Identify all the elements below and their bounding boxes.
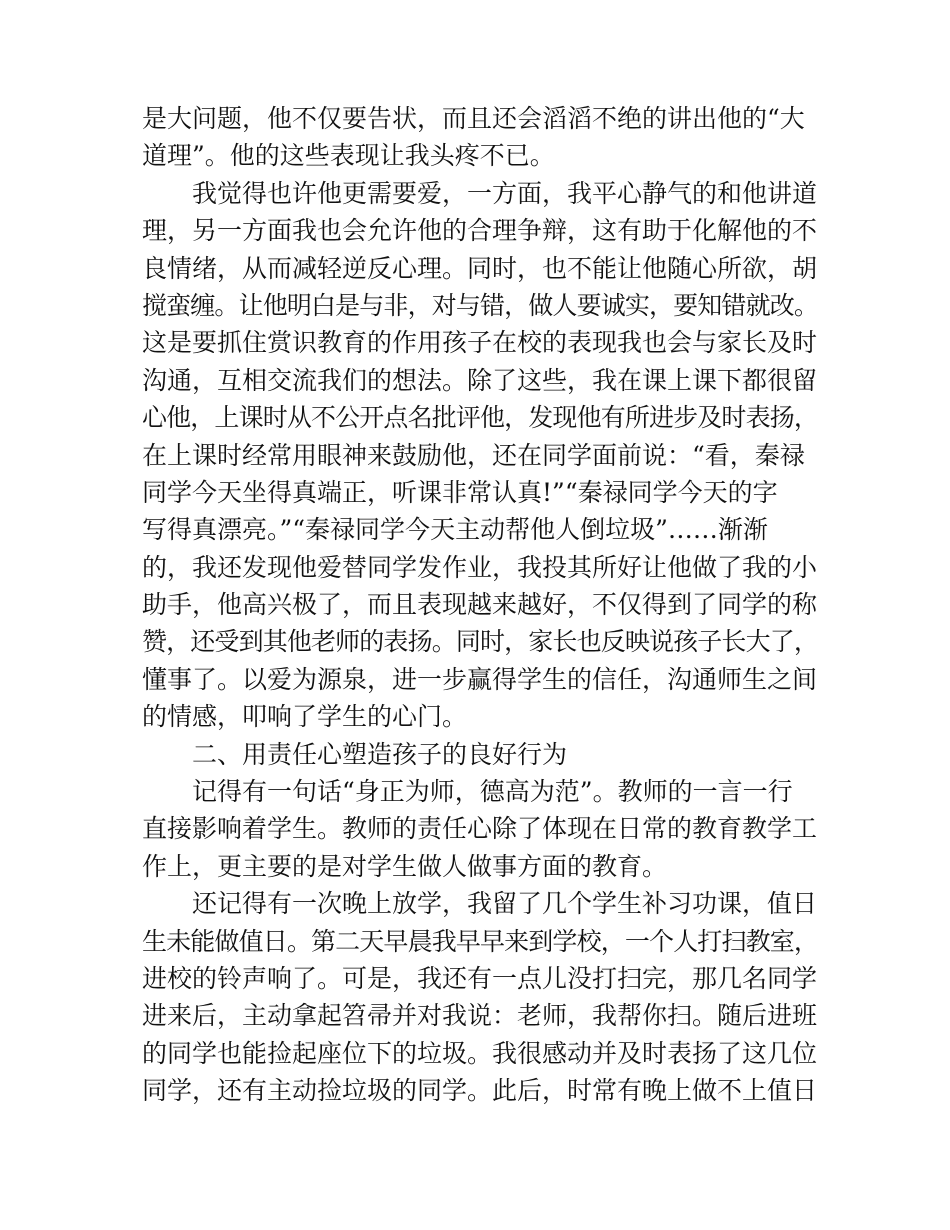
text-line: 进校的铃声响了。可是，我还有一点儿没打扫完，那几名同学 bbox=[142, 963, 818, 993]
text-line: 搅蛮缠。让他明白是与非，对与错，做人要诚实，要知错就改。 bbox=[142, 290, 819, 320]
text-line: 良情绪，从而减轻逆反心理。同时，也不能让他随心所欲，胡 bbox=[142, 253, 818, 283]
text-line: 的同学也能捡起座位下的垃圾。我很感动并及时表扬了这几位 bbox=[142, 1038, 818, 1068]
text-line: 心他，上课时从不公开点名批评他，发现他有所进步及时表扬， bbox=[142, 403, 819, 433]
text-line: 直接影响着学生。教师的责任心除了体现在日常的教育教学工 bbox=[142, 814, 818, 844]
text-line: 在上课时经常用眼神来鼓励他，还在同学面前说：“看，秦禄 bbox=[142, 440, 805, 470]
text-line: 生未能做值日。第二天早晨我早早来到学校，一个人打扫教室， bbox=[142, 926, 819, 956]
text-line: 道理”。他的这些表现让我头疼不已。 bbox=[142, 141, 555, 171]
text-line: 进来后，主动拿起笤帚并对我说：老师，我帮你扫。随后进班 bbox=[142, 1001, 818, 1031]
text-line: 写得真漂亮。”“秦禄同学今天主动帮他人倒垃圾”……渐渐 bbox=[142, 515, 768, 545]
text-line: 的，我还发现他爱替同学发作业，我投其所好让他做了我的小 bbox=[142, 552, 818, 582]
text-line: 这是要抓住赏识教育的作用孩子在校的表现我也会与家长及时 bbox=[142, 328, 818, 358]
text-line: 理，另一方面我也会允许他的合理争辩，这有助于化解他的不 bbox=[142, 216, 818, 246]
text-line: 我觉得也许他更需要爱，一方面，我平心静气的和他讲道 bbox=[192, 178, 818, 208]
text-line: 赞，还受到其他老师的表扬。同时，家长也反映说孩子长大了， bbox=[142, 627, 819, 657]
text-line: 还记得有一次晚上放学，我留了几个学生补习功课，值日 bbox=[192, 889, 818, 919]
text-line: 二、用责任心塑造孩子的良好行为 bbox=[192, 739, 568, 769]
text-line: 记得有一句话“身正为师，德高为范”。教师的一言一行 bbox=[192, 777, 793, 807]
text-line: 助手，他高兴极了，而且表现越来越好，不仅得到了同学的称 bbox=[142, 590, 818, 620]
text-line: 是大问题，他不仅要告状，而且还会滔滔不绝的讲出他的“大 bbox=[142, 104, 805, 133]
text-line: 的情感，叩响了学生的心门。 bbox=[142, 702, 468, 732]
text-line: 同学，还有主动捡垃圾的同学。此后，时常有晚上做不上值日 bbox=[142, 1076, 818, 1106]
text-line: 作上，更主要的是对学生做人做事方面的教育。 bbox=[142, 851, 668, 881]
text-line: 同学今天坐得真端正，听课非常认真!”“秦禄同学今天的字 bbox=[142, 477, 778, 507]
text-line: 懂事了。以爱为源泉，进一步赢得学生的信任，沟通师生之间 bbox=[142, 664, 818, 694]
document-body bbox=[142, 100, 818, 1110]
text-line: 沟通，互相交流我们的想法。除了这些，我在课上课下都很留 bbox=[142, 365, 818, 395]
